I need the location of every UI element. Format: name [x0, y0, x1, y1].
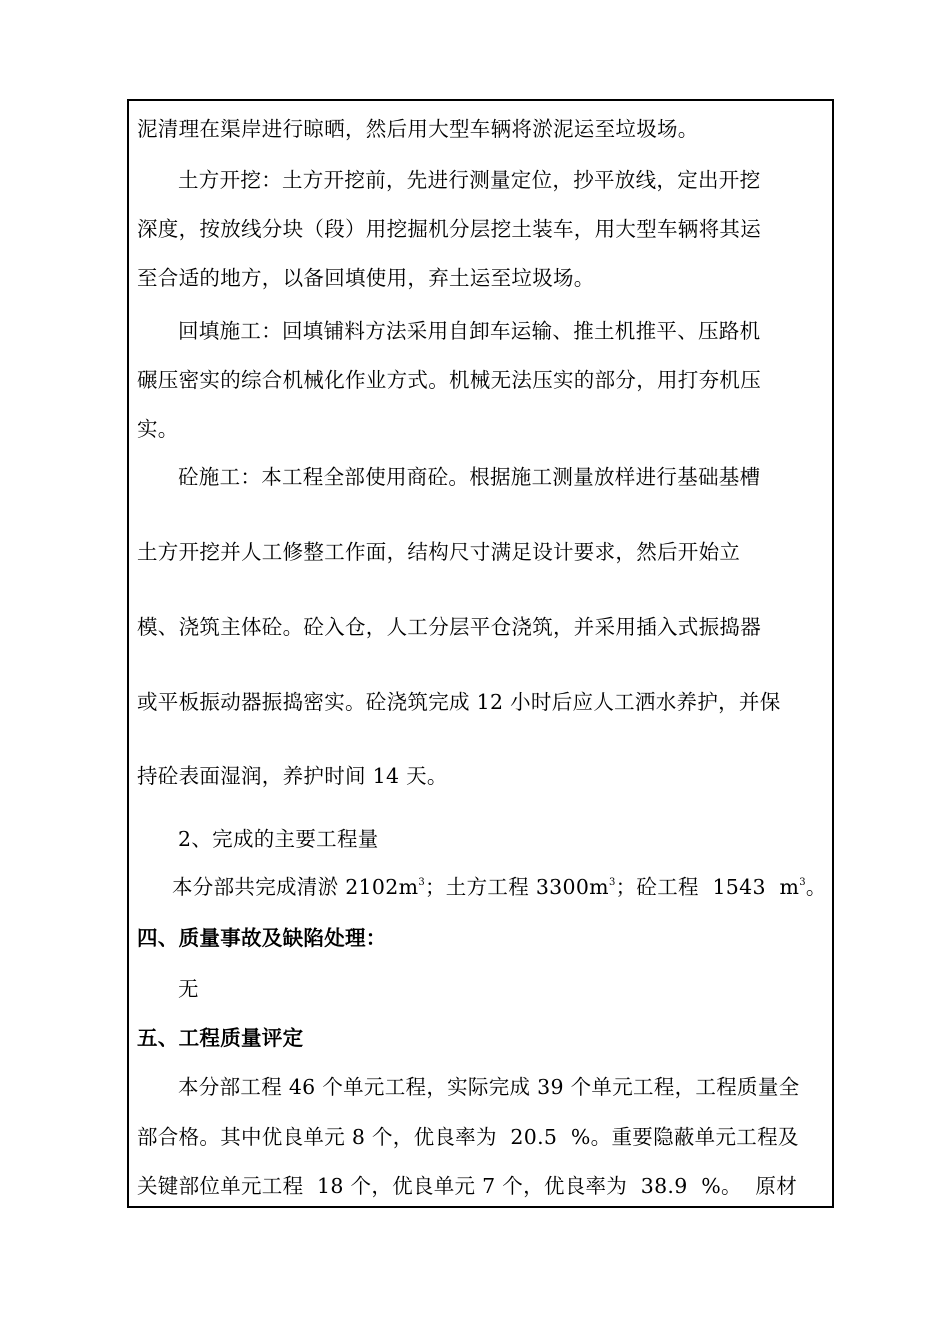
text-line: 实。	[137, 417, 179, 441]
superscript-unit: 3	[608, 877, 616, 888]
text-line: 模、浇筑主体砼。砼入仓，人工分层平仓浇筑，并采用插入式振捣器	[137, 615, 761, 639]
text-line: 碾压密实的综合机械化作业方式。机械无法压实的部分，用打夯机压	[137, 368, 761, 392]
quantities-concrete: ；砼工程 1543 m	[615, 875, 800, 899]
text-line: 2、完成的主要工程量	[178, 827, 379, 851]
text-line: 砼施工：本工程全部使用商砼。根据施工测量放样进行基础基槽	[178, 465, 761, 489]
quantities-suffix: 。	[805, 875, 827, 899]
superscript-unit: 3	[418, 877, 425, 888]
text-line: 泥清理在渠岸进行晾晒，然后用大型车辆将淤泥运至垃圾场。	[137, 117, 699, 141]
quantities-line	[172, 875, 827, 899]
section5-heading: 五、工程质量评定	[137, 1026, 304, 1050]
text-line: 土方开挖并人工修整工作面，结构尺寸满足设计要求，然后开始立	[137, 540, 741, 564]
text-line: 本分部工程 46 个单元工程，实际完成 39 个单元工程，工程质量全	[178, 1075, 800, 1099]
quantities-prefix: 本分部共完成清淤 2102m	[172, 875, 419, 899]
text-line: 土方开挖：土方开挖前，先进行测量定位，抄平放线，定出开挖	[178, 168, 761, 192]
section4-heading: 四、质量事故及缺陷处理：	[137, 926, 387, 950]
text-line: 关键部位单元工程 18 个，优良单元 7 个，优良率为 38.9 %。 原材	[137, 1174, 798, 1198]
text-line: 回填施工：回填铺料方法采用自卸车运输、推土机推平、压路机	[178, 319, 761, 343]
quantities-earthwork: ；土方工程 3300m	[425, 875, 609, 899]
text-line: 至合适的地方，以备回填使用，弃土运至垃圾场。	[137, 266, 595, 290]
text-line: 部合格。其中优良单元 8 个，优良率为 20.5 %。重要隐蔽单元工程及	[137, 1125, 799, 1149]
text-line: 或平板振动器振捣密实。砼浇筑完成 12 小时后应人工洒水养护，并保	[137, 690, 781, 714]
text-line: 持砼表面湿润，养护时间 14 天。	[137, 764, 448, 788]
section4-content: 无	[178, 977, 199, 1001]
text-line: 深度，按放线分块（段）用挖掘机分层挖土装车，用大型车辆将其运	[137, 217, 761, 241]
superscript-unit: 3	[799, 877, 806, 888]
